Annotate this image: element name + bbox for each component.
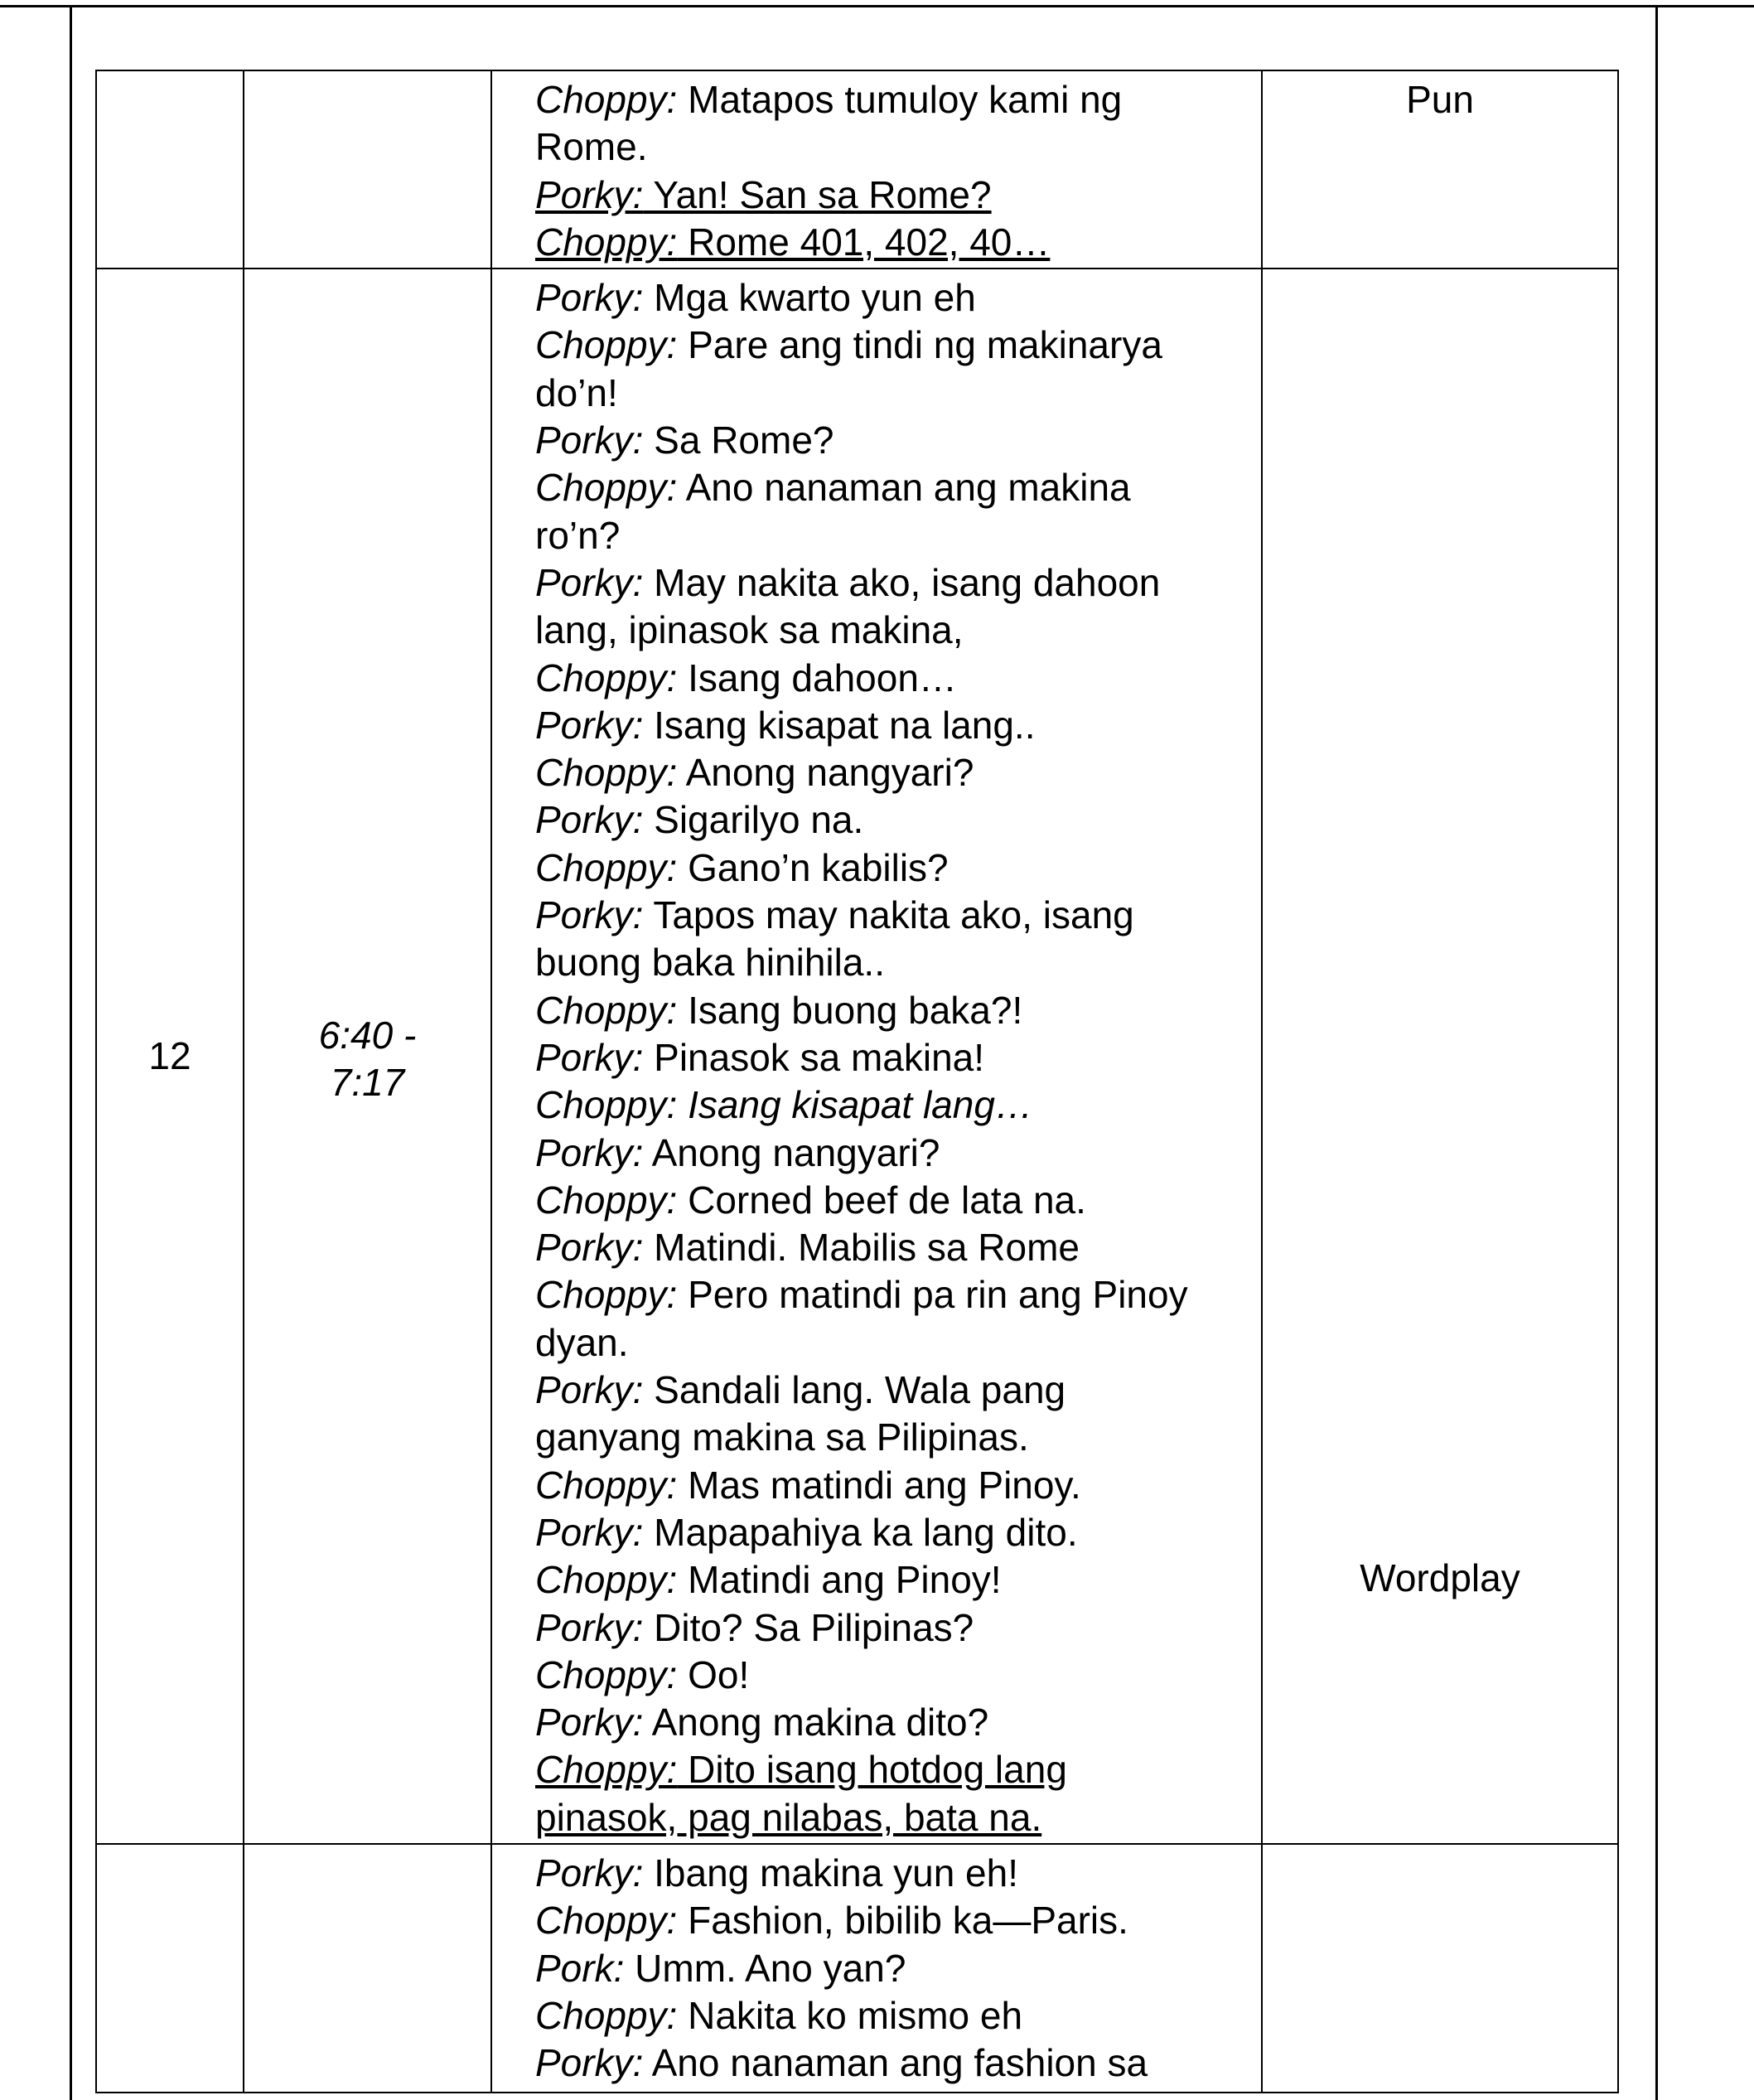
dialogue-line <box>535 1034 1248 1081</box>
speaker-name: Porky: <box>535 1851 644 1894</box>
humor-type-cell <box>1262 70 1618 269</box>
dialogue-text: ganyang makina sa Pilipinas. <box>535 1415 1029 1459</box>
script-analysis-table <box>95 70 1619 2093</box>
dialogue-text: Isang buong baka?! <box>677 988 1023 1032</box>
speaker-name: Porky: <box>535 419 644 462</box>
speaker-name: Choppy: <box>535 845 678 889</box>
dialogue-text: Sandali lang. Wala pang <box>643 1368 1066 1412</box>
page-frame-left-border <box>70 5 72 2100</box>
speaker-name: Choppy: <box>535 656 678 699</box>
dialogue-line <box>535 274 1248 322</box>
dialogue-text: Ano nanaman ang fashion sa <box>643 2041 1148 2085</box>
dialogue-line <box>535 749 1248 796</box>
dialogue-line <box>535 1177 1248 1224</box>
dialogue-line <box>535 1604 1248 1652</box>
speaker-name: Choppy: <box>535 1558 678 1602</box>
dialogue-line <box>535 1509 1248 1556</box>
speaker-name: Porky: <box>535 1226 644 1270</box>
speaker-name: Porky: <box>535 276 644 320</box>
dialogue-line <box>535 1081 1248 1129</box>
timestamp-cell <box>244 269 491 1844</box>
dialogue-line <box>535 1897 1248 1944</box>
dialogue-line <box>535 1699 1248 1746</box>
dialogue-line <box>535 1850 1248 1897</box>
dialogue-line <box>535 464 1248 511</box>
dialogue-line <box>535 559 1248 607</box>
speaker-name: Porky: <box>535 1368 644 1412</box>
dialogue-line <box>535 322 1248 369</box>
dialogue-text: Matindi ang Pinoy! <box>677 1558 1002 1602</box>
dialogue-line <box>535 1746 1248 1793</box>
speaker-name: Choppy: <box>535 1652 678 1696</box>
speaker-name: Porky: <box>535 1605 644 1649</box>
dialogue-line <box>535 1271 1248 1319</box>
speaker-name: Choppy: <box>535 1463 678 1507</box>
speaker-name: Choppy: <box>535 78 678 121</box>
dialogue-line <box>535 1319 1248 1367</box>
timestamp-cell <box>244 70 491 269</box>
speaker-name: Choppy: <box>535 1178 678 1222</box>
speaker-name: Choppy: <box>535 988 678 1032</box>
dialogue-text: Dito isang hotdog lang <box>677 1748 1067 1792</box>
humor-type-cell <box>1262 269 1618 1844</box>
dialogue-text: Dito? Sa Pilipinas? <box>643 1605 974 1649</box>
dialogue-cell <box>491 269 1262 1844</box>
dialogue-cell <box>491 1844 1262 2093</box>
dialogue-line <box>535 1367 1248 1414</box>
dialogue-text: Isang dahoon… <box>677 656 957 699</box>
dialogue-text: May nakita ako, isang dahoon <box>643 560 1161 604</box>
scene-number-cell <box>96 1844 244 2093</box>
speaker-name: Choppy: <box>535 1993 678 2037</box>
dialogue-text: Nakita ko mismo eh <box>677 1993 1023 2037</box>
dialogue-text: Oo! <box>677 1652 750 1696</box>
dialogue-text: Ibang makina yun eh! <box>643 1851 1019 1894</box>
dialogue-text: Pero matindi pa rin ang Pinoy <box>677 1273 1188 1317</box>
dialogue-line <box>535 512 1248 559</box>
dialogue-line <box>535 939 1248 986</box>
dialogue-text: Matapos tumuloy kami ng <box>677 78 1123 121</box>
dialogue-line <box>535 796 1248 844</box>
dialogue-line <box>535 1992 1248 2040</box>
speaker-name: Porky: <box>535 2041 644 2085</box>
dialogue-text: Umm. Ano yan? <box>624 1946 906 1990</box>
table-row <box>96 70 1618 269</box>
dialogue-line <box>535 1652 1248 1699</box>
dialogue-cell <box>491 70 1262 269</box>
speaker-name: Porky: <box>535 1510 644 1554</box>
dialogue-line <box>535 1556 1248 1604</box>
dialogue-line <box>535 172 1248 219</box>
dialogue-line <box>535 2040 1248 2087</box>
speaker-name: Choppy: <box>535 1273 678 1317</box>
dialogue-line <box>535 219 1248 266</box>
table-row <box>96 269 1618 1844</box>
dialogue-line <box>535 76 1248 123</box>
speaker-name: Choppy: <box>535 1083 678 1127</box>
timestamp-end: 7:17 <box>330 1060 405 1104</box>
speaker-name: Porky: <box>535 172 644 216</box>
dialogue-line <box>535 1945 1248 1992</box>
dialogue-text: Sigarilyo na. <box>643 798 864 842</box>
dialogue-line <box>535 1224 1248 1271</box>
speaker-name: Porky: <box>535 1035 644 1079</box>
speaker-name: Choppy: <box>535 1899 678 1943</box>
dialogue-line <box>535 370 1248 417</box>
dialogue-text: ro’n? <box>535 513 621 557</box>
page-frame-top-border <box>0 5 1754 7</box>
dialogue-text: Rome. <box>535 125 648 169</box>
page-frame-right-border <box>1655 5 1658 2100</box>
dialogue-text: Isang kisapat na lang.. <box>643 703 1036 747</box>
dialogue-text: Anong nangyari? <box>677 751 974 795</box>
dialogue-text: Pinasok sa makina! <box>643 1035 985 1079</box>
dialogue-text: Fashion, bibilib ka—Paris. <box>677 1899 1128 1943</box>
speaker-name: Porky: <box>535 703 644 747</box>
dialogue-line <box>535 1130 1248 1177</box>
dialogue-text: Yan! San sa Rome? <box>643 172 992 216</box>
dialogue-text: Mas matindi ang Pinoy. <box>677 1463 1081 1507</box>
dialogue-line <box>535 1462 1248 1509</box>
dialogue-text: Anong nangyari? <box>643 1130 940 1174</box>
humor-type: Wordplay <box>1360 1556 1520 1600</box>
table-row <box>96 1844 1618 2093</box>
dialogue-line <box>535 1794 1248 1841</box>
dialogue-text: Anong makina dito? <box>643 1701 989 1744</box>
dialogue-text: Tapos may nakita ako, isang <box>643 893 1134 937</box>
timestamp-start: 6:40 - <box>318 1013 417 1057</box>
dialogue-text: Pare ang tindi ng makinarya <box>677 323 1162 367</box>
speaker-name: Choppy: <box>535 466 678 510</box>
dialogue-text: Sa Rome? <box>643 419 834 462</box>
speaker-name: Porky: <box>535 560 644 604</box>
dialogue-line <box>535 844 1248 892</box>
dialogue-text: dyan. <box>535 1320 629 1364</box>
speaker-name: Porky: <box>535 1701 644 1744</box>
scene-number-cell <box>96 269 244 1844</box>
dialogue-text: Isang kisapat lang… <box>677 1083 1033 1127</box>
speaker-name: Choppy: <box>535 751 678 795</box>
humor-type-cell <box>1262 1844 1618 2093</box>
dialogue-line <box>535 123 1248 171</box>
dialogue-text: lang, ipinasok sa makina, <box>535 608 964 652</box>
dialogue-text: Corned beef de lata na. <box>677 1178 1086 1222</box>
speaker-name: Choppy: <box>535 323 678 367</box>
dialogue-text: Ano nanaman ang makina <box>677 466 1131 510</box>
dialogue-line <box>535 702 1248 749</box>
speaker-name: Porky: <box>535 1130 644 1174</box>
dialogue-text: Mapapahiya ka lang dito. <box>643 1510 1078 1554</box>
scene-number-cell <box>96 70 244 269</box>
speaker-name: Porky: <box>535 798 644 842</box>
humor-type: Pun <box>1406 78 1474 121</box>
speaker-name: Choppy: <box>535 220 678 264</box>
dialogue-text: Gano’n kabilis? <box>677 845 949 889</box>
dialogue-text: Mga kwarto yun eh <box>643 276 976 320</box>
dialogue-line <box>535 892 1248 939</box>
speaker-name: Choppy: <box>535 1748 678 1792</box>
dialogue-line <box>535 655 1248 702</box>
dialogue-line <box>535 1414 1248 1461</box>
dialogue-line <box>535 607 1248 654</box>
dialogue-line <box>535 417 1248 464</box>
speaker-name: Porky: <box>535 893 644 937</box>
dialogue-text: buong baka hinihila.. <box>535 941 885 985</box>
table-body <box>96 70 1618 2093</box>
timestamp-cell <box>244 1844 491 2093</box>
scene-number: 12 <box>148 1034 191 1078</box>
dialogue-text: Matindi. Mabilis sa Rome <box>643 1226 1080 1270</box>
dialogue-text: Rome 401, 402, 40… <box>677 220 1051 264</box>
speaker-name: Pork: <box>535 1946 625 1990</box>
dialogue-text: do’n! <box>535 370 618 414</box>
dialogue-text: pinasok, pag nilabas, bata na. <box>535 1795 1042 1839</box>
dialogue-line <box>535 987 1248 1034</box>
